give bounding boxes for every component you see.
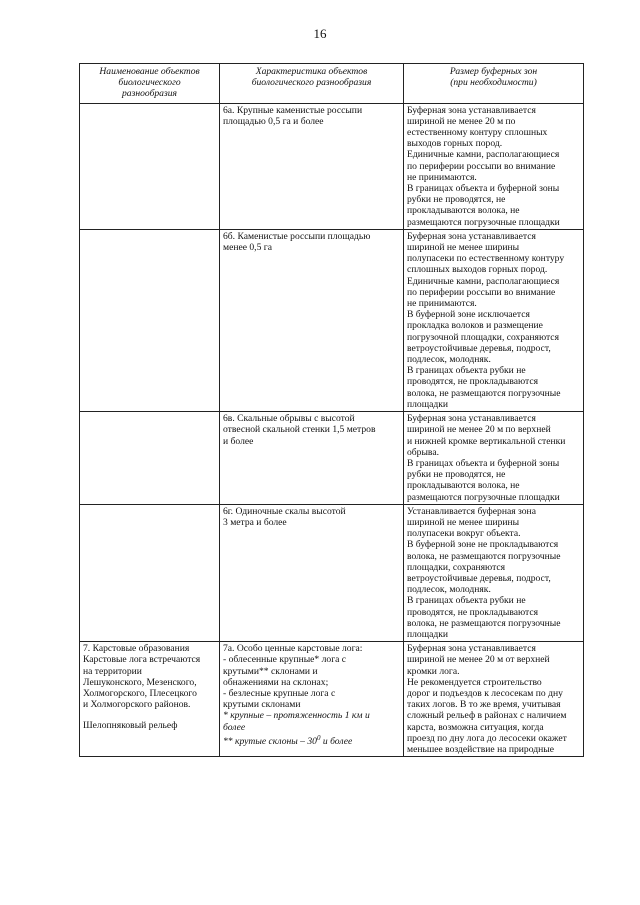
cell-line: площадки (407, 398, 449, 410)
cell-line: шириной не менее ширины (407, 242, 520, 254)
cell-line: и Холмогорского районов. (83, 699, 191, 711)
buffer-cell (404, 504, 584, 641)
cell-line: не принимаются. (407, 298, 477, 310)
cell-line: площадью 0,5 га и более (223, 115, 324, 127)
cell-line: подлесок, молодняк. (407, 584, 491, 596)
cell-line: полупасеки вокруг объекта. (407, 528, 521, 540)
cell-line: и нижней кромке вертикальной стенки (407, 435, 566, 447)
characteristic-cell (220, 504, 404, 641)
cell-line: отвесной скальной стенки 1,5 метров (223, 424, 376, 436)
cell-line: прокладываются волока, не (407, 480, 520, 492)
object-cell (80, 229, 220, 411)
cell-line: прокладываются волока, не (407, 205, 520, 217)
cell-line: крутыми** склонами и (223, 665, 318, 677)
cell-line: и более (223, 435, 254, 447)
cell-line: таких логов. В то же время, учитывая (407, 699, 561, 711)
cell-line: Единичные камни, располагающиеся (407, 149, 560, 161)
footnote-steep-slopes: ** крутые склоны – $30^0$ и более (223, 733, 353, 747)
cell-line: шириной не менее 20 м от верхней (407, 654, 550, 666)
cell-line: волока, не размещаются погрузочные (407, 387, 561, 399)
cell-line: проводятся, не прокладываются (407, 376, 539, 388)
cell-line: Буферная зона устанавливается (407, 643, 536, 655)
buffer-cell (404, 412, 584, 505)
cell-line: 3 метра и более (223, 516, 287, 528)
row7-object-cell (80, 642, 220, 757)
cell-line: меньшее воздействие на природные (407, 743, 554, 755)
cell-line: Шелопняковый рельеф (83, 720, 178, 732)
cell-line: В буферной зоне не прокладываются (407, 539, 559, 551)
cell-line: погрузочной площадки, сохраняются (407, 331, 559, 343)
cell-line: сплошных выходов горных пород. (407, 264, 548, 276)
cell-line: волока, не размещаются погрузочные (407, 550, 561, 562)
buffer-cell (404, 229, 584, 411)
cell-line: площадки (407, 628, 449, 640)
table-row (80, 412, 584, 505)
cell-line: на территории (83, 665, 142, 677)
cell-line: ветроустойчивые деревья, подрост, (407, 572, 551, 584)
cell-line: Холмогорского, Плесецкого (83, 687, 197, 699)
cell-line: рубки не проводятся, не (407, 469, 506, 481)
cell-line: карста, возможна ситуация, когда (407, 721, 544, 733)
object-cell (80, 504, 220, 641)
cell-line: - облесенные крупные* лога с (223, 654, 347, 666)
cell-line: крутыми склонами (223, 699, 301, 711)
cell-line: В границах объекта и буферной зоны (407, 457, 560, 469)
cell-line: - безлесные крупные лога с (223, 687, 336, 699)
cell-line: Устанавливается буферная зона (407, 505, 536, 517)
cell-line: проводятся, не прокладываются (407, 606, 539, 618)
cell-line: В границах объекта рубки не (407, 595, 526, 607)
object-cell (80, 103, 220, 229)
table-row (80, 103, 584, 229)
cell-line: менее 0,5 га (223, 242, 272, 254)
cell-line: В буферной зоне исключается (407, 309, 530, 321)
cell-line: не принимаются. (407, 171, 477, 183)
cell-line: ветроустойчивые деревья, подрост, (407, 342, 551, 354)
buffer-zones-table (79, 63, 584, 757)
table-row-7 (80, 642, 584, 757)
cell-line: обнажениями на склонах; (223, 676, 329, 688)
table-header-row (80, 64, 584, 104)
cell-line: Лешуконского, Мезенского, (83, 676, 197, 688)
cell-line: площадки, сохраняются (407, 561, 506, 573)
header-col-objects: Наименование объектов биологического разнообразия (80, 64, 220, 104)
cell-line: сложный рельеф в районах с наличием (407, 710, 567, 722)
cell-line: полупасеки по естественному контуру (407, 253, 565, 265)
cell-line: 6б. Каменистые россыпи площадью (223, 230, 371, 242)
cell-line: выходов горных пород. (407, 138, 503, 150)
header-col-buffer-size: Размер буферных зон (при необходимости) (404, 64, 584, 104)
cell-line: обрыва. (407, 446, 439, 458)
cell-line: Буферная зона устанавливается (407, 104, 536, 116)
cell-line: прокладка волоков и размещение (407, 320, 543, 332)
table-row (80, 504, 584, 641)
buffer-cell (404, 103, 584, 229)
cell-line: проезд по дну лога до лесосеки окажет (407, 732, 567, 744)
cell-line: 6г. Одиночные скалы высотой (223, 505, 346, 517)
cell-line: шириной не менее 20 м по (407, 115, 516, 127)
characteristic-cell (220, 229, 404, 411)
header-col-characteristics: Характеристика объектов биологического разнообразия (220, 64, 404, 104)
cell-line: по периферии россыпи во внимание (407, 286, 556, 298)
cell-line: Карстовые лога встречаются (83, 654, 201, 666)
cell-line: В границах объекта и буферной зоны (407, 183, 560, 195)
row7-buffer-cell (404, 642, 584, 757)
row7-characteristic-cell (220, 642, 404, 757)
cell-line: шириной не менее 20 м по верхней (407, 424, 551, 436)
cell-line: шириной не менее ширины (407, 516, 520, 528)
cell-line: 6в. Скальные обрывы с высотой (223, 413, 355, 425)
footnote-line: более (223, 721, 246, 733)
cell-line: естественному контуру сплошных (407, 127, 548, 139)
cell-line: дорог и подъездов к лесосекам по дну (407, 687, 563, 699)
cell-line: размещаются погрузочные площадки (407, 216, 560, 228)
footnote-line: * крупные – протяженность 1 км и (223, 710, 370, 722)
characteristic-cell (220, 103, 404, 229)
cell-line: 7. Карстовые образования (83, 643, 190, 655)
cell-line: Буферная зона устанавливается (407, 230, 536, 242)
object-cell (80, 412, 220, 505)
cell-line: подлесок, молодняк. (407, 354, 491, 366)
cell-line: волока, не размещаются погрузочные (407, 617, 561, 629)
cell-line: Единичные камни, располагающиеся (407, 275, 560, 287)
cell-line: по периферии россыпи во внимание (407, 160, 556, 172)
cell-line: 6а. Крупные каменистые россыпи (223, 104, 363, 116)
table-row (80, 229, 584, 411)
cell-line: 7а. Особо ценные карстовые лога: (223, 643, 363, 655)
cell-line: размещаются погрузочные площадки (407, 491, 560, 503)
cell-line: кромки лога. (407, 665, 460, 677)
cell-line: В границах объекта рубки не (407, 365, 526, 377)
cell-line: Не рекомендуется строительство (407, 676, 542, 688)
cell-line: рубки не проводятся, не (407, 194, 506, 206)
page-number: 16 (313, 26, 327, 41)
cell-line: Буферная зона устанавливается (407, 413, 536, 425)
characteristic-cell (220, 412, 404, 505)
